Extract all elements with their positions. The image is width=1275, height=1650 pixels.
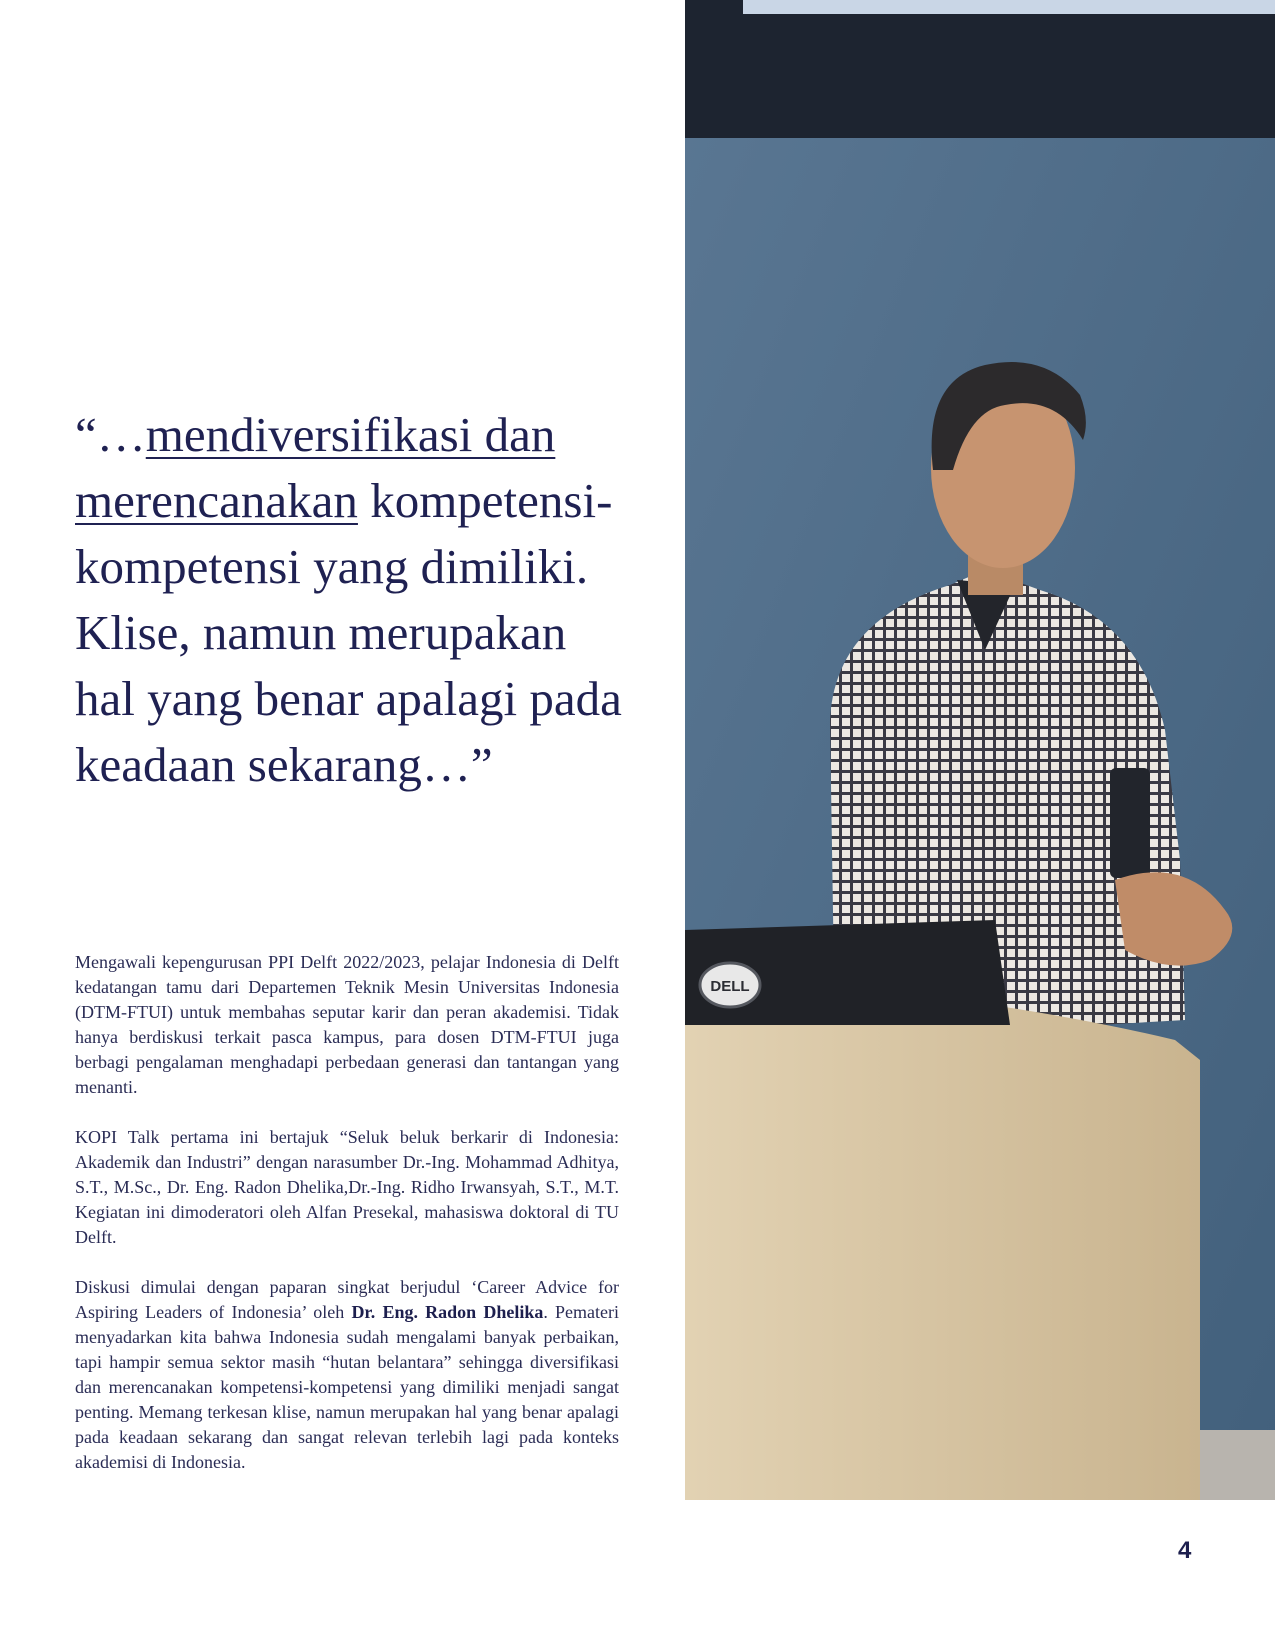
quote-underlined: mendiversifikasi dan merencanakan [75,407,556,528]
paragraph-1: Mengawali kepengurusan PPI Delft 2022/2023, pelajar Indonesia di Delft kedatangan tamu dari Departemen Teknik Mesin Universitas Indonesia (DTM-FTUI) untuk membahas seputar karir dan peran akademisi. Tidak hanya berdiskusi terkait pasca kampus, para dosen DTM-FTUI juga berbagi pengalaman menghadapi perbedaan generasi dan tantangan yang menanti. [75,952,619,1097]
dell-logo-text: DELL [710,978,750,995]
speaker-photo [685,0,1275,1500]
paragraph-3-start: Diskusi dimulai dengan paparan singkat berjudul ‘Career Advice for Aspiring Leaders of Indonesia’ oleh [75,1277,619,1322]
shirt-pocket [1110,768,1150,878]
paragraph-3-end: . Pemateri menyadarkan kita bahwa Indonesia sudah mengalami banyak perbaikan, tapi hampir semua sektor masih “hutan belantara” sehingga diversifikasi dan merencanakan kompetensi-kompetensi yang dimiliki menjadi sangat penting. Memang terkesan klise, namun merupakan hal yang benar apalagi pada keadaan sekarang dan sangat relevan terlebih lagi pada konteks akademisi di Indonesia. [75,1302,619,1472]
speaker-illustration [685,0,1275,1500]
article-body [75,950,619,1500]
pull-quote [75,402,635,798]
paragraph-3 [75,1275,619,1475]
paragraph-2: KOPI Talk pertama ini bertajuk “Seluk beluk berkarir di Indonesia: Akademik dan Industri” dengan narasumber Dr.-Ing. Mohammad Adhitya, S.T., M.Sc., Dr. Eng. Radon Dhelika,Dr.-Ing. Ridho Irwansyah, S.T., M.T. Kegiatan ini dimoderatori oleh Alfan Presekal, mahasiswa doktoral di TU Delft. [75,1127,619,1247]
screen-frame [685,0,1275,138]
page-number: 4 [1178,1537,1192,1564]
speaker-name: Dr. Eng. Radon Dhelika [351,1302,544,1322]
quote-rest: kompetensi-kompetensi yang dimiliki. Klise, namun merupakan hal yang benar apalagi pada keadaan sekarang…” [75,473,622,792]
quote-open: “… [75,407,146,462]
screen-edge [743,0,1275,14]
podium [685,975,1200,1500]
